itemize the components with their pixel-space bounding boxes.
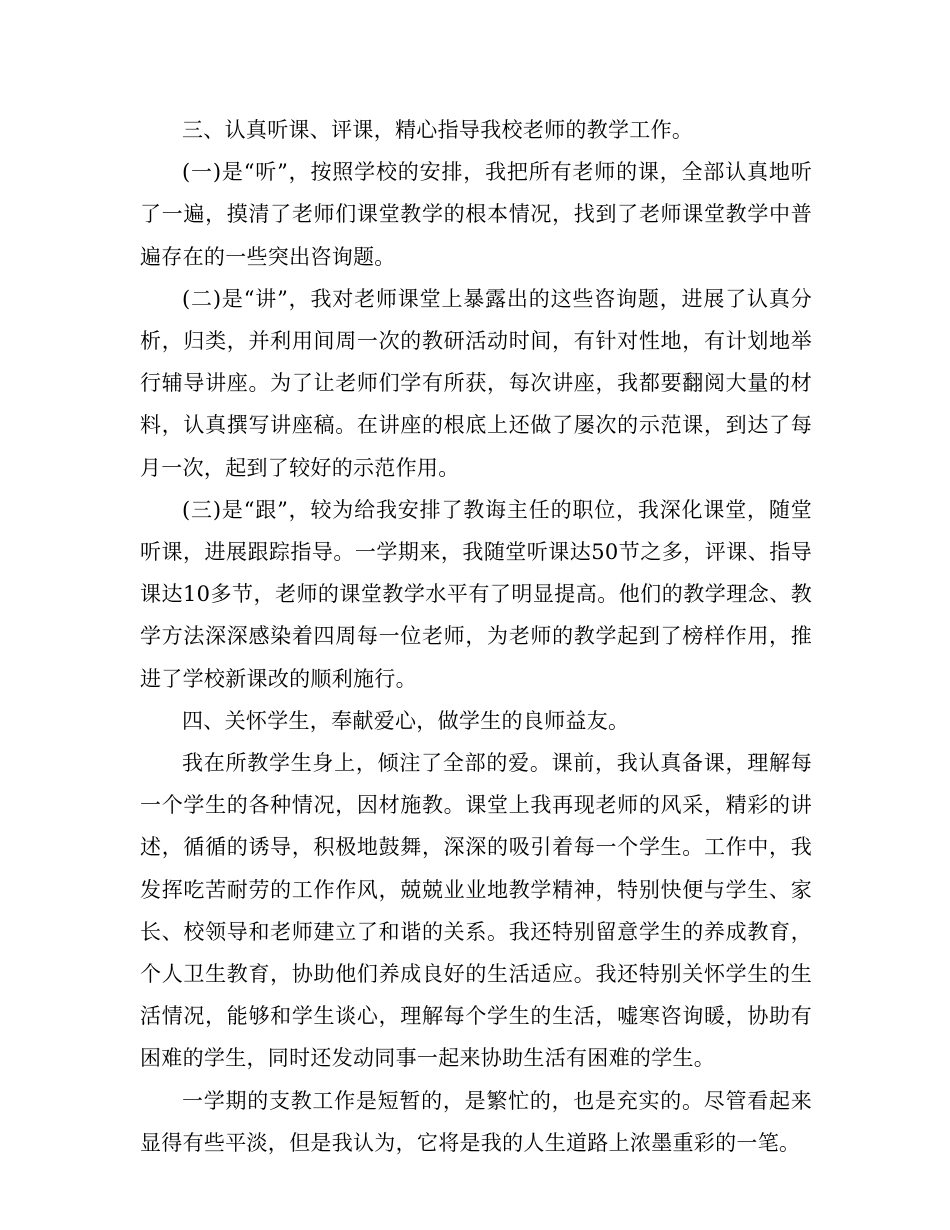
paragraph-listen: (一)是“听”，按照学校的安排，我把所有老师的课，全部认真地听了一遍，摸清了老师们课堂教学的根本情况，找到了老师课堂教学中普遍存在的一些突出咨询题。	[140, 160, 812, 269]
paragraph-follow: (三)是“跟”，较为给我安排了教诲主任的职位，我深化课堂，随堂听课，进展跟踪指导。一学期来，我随堂听课达50节之多，评课、指导课达10多节，老师的课堂教学水平有了明显提高。他们的教学理念、教学方法深深感染着四周每一位老师，为老师的教学起到了榜样作用，推进了学校新课改的顺利施行。	[140, 497, 812, 691]
paragraph-care-students: 我在所教学生身上，倾注了全部的爱。课前，我认真备课，理解每一个学生的各种情况，因材施教。课堂上我再现老师的风采，精彩的讲述，循循的诱导，积极地鼓舞，深深的吸引着每一个学生。工作中，我发挥吃苦耐劳的工作作风，兢兢业业地教学精神，特别快便与学生、家长、校领导和老师建立了和谐的关系。我还特别留意学生的养成教育，个人卫生教育，协助他们养成良好的生活适应。我还特别关怀学生的生活情况，能够和学生谈心，理解每个学生的生活，嘘寒咨询暖，协助有困难的学生，同时还发动同事一起来协助生活有困难的学生。	[140, 751, 812, 1071]
section-heading-three: 三、认真听课、评课，精心指导我校老师的教学工作。	[182, 118, 694, 142]
section-heading-four: 四、关怀学生，奉献爱心，做学生的良师益友。	[182, 708, 630, 733]
paragraph-lecture: (二)是“讲”，我对老师课堂上暴露出的这些咨询题，进展了认真分析，归类，并利用间周一次的教研活动时间，有针对性地，有计划地举行辅导讲座。为了让老师们学有所获，每次讲座，我都要翻阅大量的材料，认真撰写讲座稿。在讲座的根底上还做了屡次的示范课，到达了每月一次，起到了较好的示范作用。	[140, 286, 812, 480]
paragraph-conclusion: 一学期的支教工作是短暂的，是繁忙的，也是充实的。尽管看起来显得有些平淡，但是我认为，它将是我的人生道路上浓墨重彩的一笔。	[140, 1088, 812, 1155]
document-body	[140, 109, 812, 1164]
